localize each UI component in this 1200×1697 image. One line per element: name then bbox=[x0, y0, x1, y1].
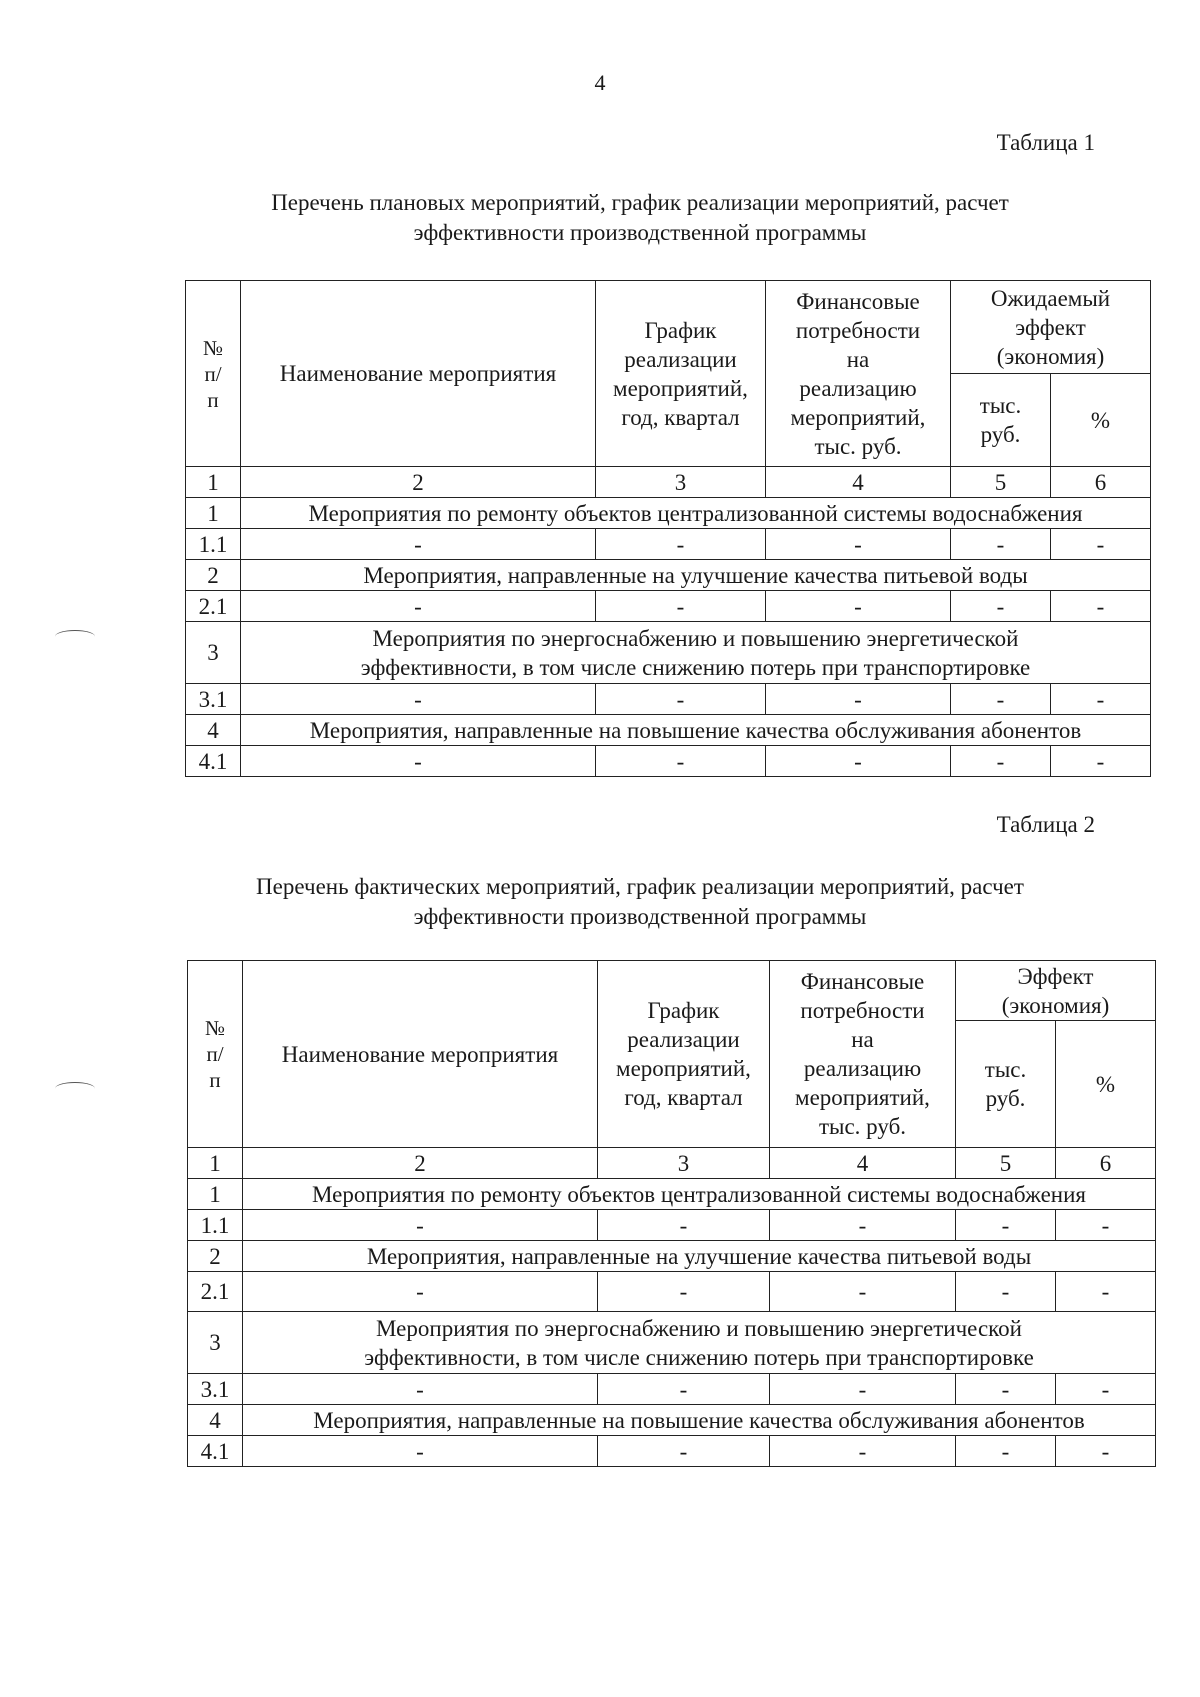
header-schedule-line: реализации bbox=[624, 346, 737, 372]
header-finance-line: мероприятий, bbox=[795, 1085, 930, 1110]
section-title: Мероприятия по ремонту объектов централизованной системы водоснабжения bbox=[241, 498, 1151, 529]
header-schedule-line: год, квартал bbox=[621, 404, 740, 430]
col-number: 1 bbox=[186, 467, 241, 498]
header-name: Наименование мероприятия bbox=[243, 961, 598, 1148]
scan-mark bbox=[55, 630, 95, 643]
col-number: 3 bbox=[598, 1148, 770, 1179]
section-title: Мероприятия, направленные на повышение качества обслуживания абонентов bbox=[243, 1405, 1156, 1436]
item-value: - bbox=[243, 1272, 598, 1312]
header-effect-rub bbox=[956, 1021, 1056, 1148]
item-value: - bbox=[770, 1374, 956, 1405]
item-value: - bbox=[596, 529, 766, 560]
page-number: 4 bbox=[594, 70, 606, 95]
header-effect-pct: % bbox=[1051, 374, 1151, 467]
table-2-heading-line: Перечень фактических мероприятий, график реализации мероприятий, расчет bbox=[256, 874, 1024, 899]
section-number: 3 bbox=[186, 622, 241, 684]
item-value: - bbox=[951, 684, 1051, 715]
section-row bbox=[186, 715, 1151, 746]
section-title: Мероприятия, направленные на улучшение качества питьевой воды bbox=[241, 560, 1151, 591]
item-value: - bbox=[241, 591, 596, 622]
header-schedule bbox=[596, 281, 766, 467]
item-value: - bbox=[241, 684, 596, 715]
item-value: - bbox=[598, 1374, 770, 1405]
table-1-caption: Таблица 1 bbox=[996, 130, 1095, 155]
section-title-line: эффективности, в том числе снижению потерь при транспортировке bbox=[364, 1344, 1034, 1370]
header-finance-line: Финансовые bbox=[800, 969, 925, 994]
item-value: - bbox=[956, 1210, 1056, 1241]
section-title: Мероприятия по ремонту объектов централизованной системы водоснабжения bbox=[243, 1179, 1156, 1210]
item-value: - bbox=[1056, 1374, 1156, 1405]
table-1-heading-line: эффективности производственной программы bbox=[413, 220, 867, 245]
item-value: - bbox=[1051, 746, 1151, 777]
col-number: 3 bbox=[596, 467, 766, 498]
item-value: - bbox=[596, 746, 766, 777]
item-number: 2.1 bbox=[186, 591, 241, 622]
section-number: 4 bbox=[186, 715, 241, 746]
section-number: 2 bbox=[186, 560, 241, 591]
section-number: 4 bbox=[188, 1405, 243, 1436]
item-value: - bbox=[1056, 1210, 1156, 1241]
section-title bbox=[241, 622, 1151, 684]
item-value: - bbox=[596, 684, 766, 715]
item-value: - bbox=[951, 746, 1051, 777]
header-effect-rub-line: руб. bbox=[980, 422, 1021, 447]
col-number: 5 bbox=[956, 1148, 1056, 1179]
item-value: - bbox=[770, 1272, 956, 1312]
item-value: - bbox=[956, 1272, 1056, 1312]
header-effect-rub bbox=[951, 374, 1051, 467]
header-name: Наименование мероприятия bbox=[241, 281, 596, 467]
item-value: - bbox=[243, 1210, 598, 1241]
item-value: - bbox=[596, 591, 766, 622]
header-finance-line: реализацию bbox=[799, 375, 917, 401]
item-number: 4.1 bbox=[186, 746, 241, 777]
section-number: 2 bbox=[188, 1241, 243, 1272]
header-num-line: п bbox=[209, 1068, 221, 1092]
scan-mark bbox=[55, 1082, 95, 1095]
item-number: 3.1 bbox=[186, 684, 241, 715]
header-effect-line: Ожидаемый bbox=[990, 285, 1111, 311]
col-number: 2 bbox=[243, 1148, 598, 1179]
item-value: - bbox=[951, 591, 1051, 622]
header-schedule-line: год, квартал bbox=[624, 1085, 743, 1110]
header-finance-line: тыс. руб. bbox=[814, 433, 902, 459]
item-row bbox=[186, 746, 1151, 777]
col-number: 6 bbox=[1056, 1148, 1156, 1179]
section-number: 1 bbox=[186, 498, 241, 529]
table-1-heading-line: Перечень плановых мероприятий, график реализации мероприятий, расчет bbox=[271, 190, 1009, 215]
header-effect-line: (экономия) bbox=[996, 343, 1105, 369]
section-title-line: Мероприятия по энергоснабжению и повышению энергетической bbox=[376, 1315, 1022, 1341]
section-title-line: эффективности, в том числе снижению потерь при транспортировке bbox=[360, 654, 1031, 680]
item-row bbox=[188, 1374, 1156, 1405]
item-number: 1.1 bbox=[188, 1210, 243, 1241]
header-effect-rub-line: тыс. bbox=[984, 1057, 1027, 1082]
item-value: - bbox=[1056, 1272, 1156, 1312]
header-schedule bbox=[598, 961, 770, 1148]
header-effect-line: (экономия) bbox=[1001, 992, 1110, 1018]
header-num bbox=[188, 961, 243, 1148]
section-title: Мероприятия, направленные на улучшение качества питьевой воды bbox=[243, 1241, 1156, 1272]
table-1 bbox=[185, 280, 1151, 777]
header-effect bbox=[951, 281, 1151, 374]
item-row bbox=[188, 1436, 1156, 1467]
item-value: - bbox=[1051, 591, 1151, 622]
header-finance-line: Финансовые bbox=[796, 288, 920, 314]
header-schedule-line: мероприятий, bbox=[613, 375, 748, 401]
item-value: - bbox=[598, 1210, 770, 1241]
item-value: - bbox=[1051, 529, 1151, 560]
col-number: 2 bbox=[241, 467, 596, 498]
col-number: 1 bbox=[188, 1148, 243, 1179]
item-row bbox=[188, 1272, 1156, 1312]
section-row bbox=[186, 498, 1151, 529]
header-finance-line: потребности bbox=[800, 998, 925, 1023]
header-effect bbox=[956, 961, 1156, 1021]
header-num-line: п/ bbox=[204, 361, 222, 386]
item-row bbox=[186, 591, 1151, 622]
col-number: 5 bbox=[951, 467, 1051, 498]
item-number: 3.1 bbox=[188, 1374, 243, 1405]
item-value: - bbox=[598, 1272, 770, 1312]
item-value: - bbox=[951, 529, 1051, 560]
header-finance-line: на bbox=[846, 346, 870, 372]
header-schedule-line: реализации bbox=[627, 1027, 740, 1052]
section-title: Мероприятия, направленные на повышение качества обслуживания абонентов bbox=[241, 715, 1151, 746]
header-num-line: п/ bbox=[206, 1042, 224, 1066]
section-title bbox=[243, 1312, 1156, 1374]
header-finance-line: на bbox=[851, 1027, 874, 1052]
item-value: - bbox=[1051, 684, 1151, 715]
item-value: - bbox=[598, 1436, 770, 1467]
item-number: 4.1 bbox=[188, 1436, 243, 1467]
header-schedule-line: мероприятий, bbox=[616, 1056, 751, 1081]
item-value: - bbox=[770, 1436, 956, 1467]
header-finance-line: тыс. руб. bbox=[818, 1114, 907, 1139]
item-row bbox=[188, 1210, 1156, 1241]
col-number: 6 bbox=[1051, 467, 1151, 498]
table-2-caption: Таблица 2 bbox=[996, 812, 1095, 837]
header-effect-rub-line: тыс. bbox=[979, 393, 1022, 418]
header-finance-line: мероприятий, bbox=[790, 404, 926, 430]
item-value: - bbox=[766, 529, 951, 560]
item-value: - bbox=[241, 529, 596, 560]
header-finance bbox=[770, 961, 956, 1148]
header-finance bbox=[766, 281, 951, 467]
header-num-line: № bbox=[204, 1016, 226, 1040]
header-effect-line: эффект bbox=[1015, 314, 1086, 340]
item-value: - bbox=[770, 1210, 956, 1241]
item-value: - bbox=[766, 591, 951, 622]
header-effect-pct: % bbox=[1056, 1021, 1156, 1148]
item-number: 2.1 bbox=[188, 1272, 243, 1312]
col-number: 4 bbox=[766, 467, 951, 498]
section-row bbox=[186, 560, 1151, 591]
item-row bbox=[186, 684, 1151, 715]
section-number: 1 bbox=[188, 1179, 243, 1210]
item-value: - bbox=[243, 1436, 598, 1467]
section-title-line: Мероприятия по энергоснабжению и повышению энергетической bbox=[372, 625, 1019, 651]
section-row bbox=[188, 1241, 1156, 1272]
item-value: - bbox=[956, 1374, 1056, 1405]
item-value: - bbox=[766, 684, 951, 715]
item-row bbox=[186, 529, 1151, 560]
item-value: - bbox=[243, 1374, 598, 1405]
col-number: 4 bbox=[770, 1148, 956, 1179]
table-1-heading bbox=[200, 188, 1080, 248]
section-row bbox=[188, 1312, 1156, 1374]
table-2-heading bbox=[200, 872, 1080, 932]
header-schedule-line: График bbox=[647, 998, 720, 1023]
item-number: 1.1 bbox=[186, 529, 241, 560]
section-row bbox=[188, 1179, 1156, 1210]
section-row bbox=[186, 622, 1151, 684]
header-schedule-line: График bbox=[644, 317, 717, 343]
item-value: - bbox=[241, 746, 596, 777]
header-effect-rub-line: руб. bbox=[985, 1086, 1026, 1111]
header-num-line: п bbox=[207, 387, 219, 412]
header-num-line: № bbox=[202, 335, 224, 360]
section-number: 3 bbox=[188, 1312, 243, 1374]
header-finance-line: потребности bbox=[795, 317, 921, 343]
header-finance-line: реализацию bbox=[803, 1056, 922, 1081]
item-value: - bbox=[766, 746, 951, 777]
header-num bbox=[186, 281, 241, 467]
item-value: - bbox=[956, 1436, 1056, 1467]
section-row bbox=[188, 1405, 1156, 1436]
header-effect-line: Эффект bbox=[1017, 963, 1094, 989]
table-2-heading-line: эффективности производственной программы bbox=[413, 904, 867, 929]
table-2 bbox=[187, 960, 1156, 1467]
item-value: - bbox=[1056, 1436, 1156, 1467]
